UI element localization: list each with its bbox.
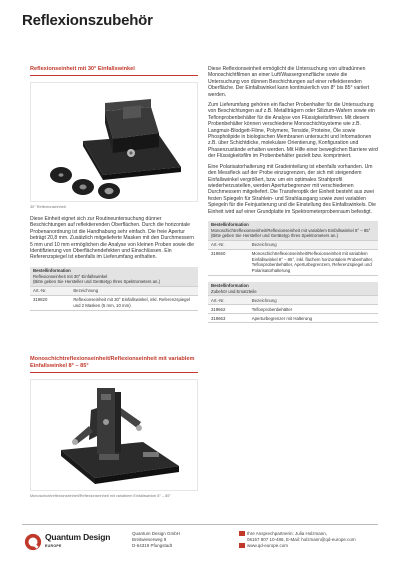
col-header-description: Bezeichnung [249, 241, 378, 250]
paragraph-monolayer-intro: Diese Reflexionseinheit ermöglicht die Untersuchung von ultradünnen Monoschichtfilmen an einer Luft/Wassergrenzfläche sowie die Untersuchung von dünnen Beschichtungen auf einer reflektierenden Oberfläche. Der Einfallswinkel kann kontinuierlich von 8° bis 85° variiert werden. [208, 66, 370, 98]
paragraph-30deg-description: Diese Einheit eignet sich zur Routineuntersuchung dünner Beschichtungen auf reflektierenden Oberflächen. Durch die horizontale Probenanordnung ist die Handhabung sehr einfach. Die freie Apertur beträgt 20,8 mm. Zusätzlich mitgelieferte Masken mit den Durchmessern 5 mm und 10 mm ermöglichen die Analyse von kleinen Proben sowie die Identifizierung von Oberflächendefekten und Einschlüssen. Ein Referenzspiegel ist ebenfalls im Lieferumfang enthalten. [30, 216, 194, 261]
art-nr-cell: 319663 [208, 314, 249, 323]
order-table-30deg [30, 267, 198, 311]
logo-subline: EUROPE [45, 544, 62, 548]
contact-person-icon [239, 531, 245, 536]
description-cell: Reflexionseinheit mit 30° Einfallswinkel, inkl. Referenzspiegel und 2 Masken (5 mm, 10 mm) [70, 295, 198, 310]
variable-angle-unit-illustration [31, 380, 198, 491]
product-photo-30deg-unit [30, 82, 198, 202]
contact-phone-email[interactable]: 06157 807 10-486, E-Mail: holzmann@qd-europe.com [247, 536, 356, 542]
right-column [208, 66, 378, 329]
section-heading-30deg: Reflexionseinheit mit 30° Einfallswinkel [30, 66, 198, 76]
table-row [208, 305, 378, 314]
quantum-design-logo-icon [24, 533, 42, 551]
col-header-art-nr: Art.-Nr. [30, 287, 70, 296]
section-heading-variable-angle: Monoschichtreflexionseinheit/Reflexionseinheit mit variablem Einfallswinkel 8° – 85° [30, 356, 198, 373]
table-row [30, 295, 198, 310]
contact-info [239, 531, 389, 548]
page-title: Reflexionszubehör [22, 12, 153, 29]
art-nr-cell: 319820 [30, 295, 70, 310]
order-table-variable-angle [208, 221, 378, 276]
company-logo [24, 532, 110, 551]
description-cell: Monoschichtreflexionseinheit/Reflexionseinheit mit variablem Einfallswinkel 8° – 85°, inkl. flachem horizontalem Probenhalter, Teflonprobenbehälter, Aperturbegrenzern, Referenzspiegel und Polarisatorhalterung [249, 250, 378, 276]
reflection-unit-illustration [31, 83, 198, 202]
art-nr-cell: 319650 [208, 250, 249, 276]
order-table-header: Bestellinformation Monoschichtreflexionseinheit/Reflexionseinheit mit variablem Einfallswinkel 8° – 85° (Bitte geben Sie Hersteller und Gerätetyp Ihres Spektrometers an.) [208, 221, 378, 241]
company-address: Quantum Design GmbH Breitwieserweg 9 D-64319 Pfungstadt [132, 531, 181, 548]
table-row [208, 314, 378, 323]
col-header-description: Bezeichnung [70, 287, 198, 296]
order-table-accessories [208, 282, 378, 323]
left-column-lower [30, 356, 198, 499]
website-link[interactable]: www.qd-europe.com [247, 542, 289, 548]
art-nr-cell: 319662 [208, 305, 249, 314]
logo-name: Quantum Design [45, 532, 111, 542]
table-row [208, 250, 378, 276]
col-header-art-nr: Art.-Nr. [208, 296, 249, 305]
col-header-art-nr: Art.-Nr. [208, 241, 249, 250]
left-column [30, 66, 198, 317]
order-table-header: Bestellinformation Zubehör und Ersatzteile [208, 282, 378, 296]
paragraph-scope-of-delivery: Zum Lieferumfang gehören ein flacher Probenhalter für die Untersuchung von Beschichtungen auf z.B. Metallträgern oder Silizium-Wafern sowie ein Teflonprobenbehälter für die Analyse von Flüssigkeitsfilmen. Mit diesem Probenbehälter können verschiedene Monoschichtsysteme wie z.B. Langmuir-Blodgett-Filme, Polymere, Tenside, Proteine, Öle sowie Phospholipide in biologischen Membranen untersucht und Informationen z.B. über Schichtdicke, molekulare Orientierung, Konfiguration und Phasenzustände erhalten werden. Mit Hilfe einer beweglichen Barriere wird der Flüssigkeitsfilm im Probenbehälter gezielt bzw. komprimiert. [208, 102, 378, 160]
website-icon [239, 543, 245, 548]
photo-caption-30deg: 30° Reflexionseinheit [30, 205, 66, 209]
contact-person: Ihre Ansprechpartnerin: Julia Holzmann, [247, 531, 328, 536]
spacer [239, 537, 245, 542]
paragraph-polarizer-optics: Eine Polarisatorhalterung mit Gradeinteilung ist ebenfalls vorhanden. Um den Messfleck auf der Probe einzugrenzen, der sich mit steigendem Einfallswinkel vergrößert, bzw. um ein optimales Strahlprofil wiederherzustellen, werden Aperturbegrenzer mit verschiedenen Durchmessern mitgeliefert. Die Transferoptik der Einheit besteht aus zwei festen Spiegeln für Strahlein- und Strahlausgang sowie zwei variablen Spiegeln für die Feinjustierung und die Einstellung des Einfallswinkels. Die Einheit wird auf einer Grundplatte im Spektrometerprobenraum befestigt. [208, 163, 376, 215]
description-cell: Aperturbegrenzer mit Halterung [249, 314, 378, 323]
col-header-description: Bezeichnung [249, 296, 378, 305]
footer-divider [22, 524, 378, 525]
description-cell: Teflonprobenbehälter [249, 305, 378, 314]
order-table-header: Bestellinformation Reflexionseinheit mit 30° Einfallswinkel (Bitte geben Sie Hersteller und Gerätetyp Ihres Spektrometers an.) [30, 267, 198, 287]
photo-caption-variable-angle: Monoschichtreflexionseinheit/Reflexionseinheit mit variablem Einfallswinkel 8° – 85° [30, 494, 171, 498]
product-photo-variable-angle-unit [30, 379, 198, 491]
